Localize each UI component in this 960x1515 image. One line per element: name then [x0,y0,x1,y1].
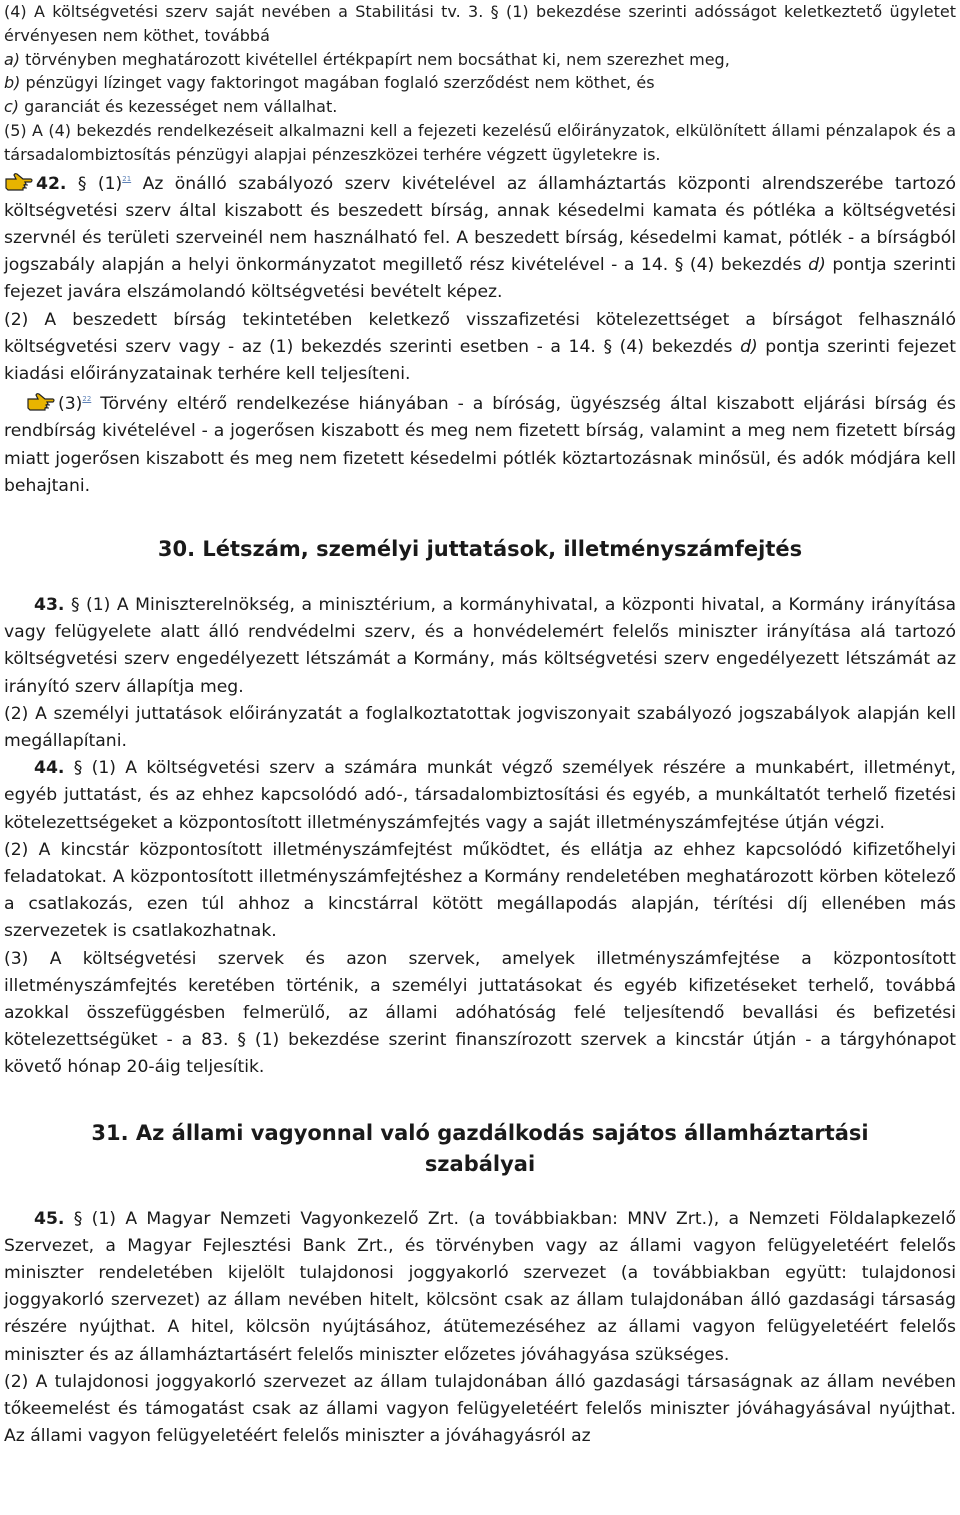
item-b-mark: b) [4,73,21,93]
para-text-tail: pontja szerinti fejezet kiadási előirányzatainak terhére kell teljesíteni. [4,336,956,384]
paragraph-4 [4,0,956,119]
para-text: (2) A beszedett bírság tekintetében keletkező visszafizetési kötelezettséget a bírságot felhasználó költségvetési szerv vagy - az (1) bekezdés szerinti esetben - a 14. § (4) bekezdés [4,309,956,357]
chapter-heading-30: 30. Létszám, személyi juttatások, illetményszámfejtés [157,537,803,562]
section-44-para-3: (3) A költségvetési szervek és azon szervek, amelyek illetményszámfejtése a központosított illetményszámfejtés keretében történik, a személyi juttatásokat és egyéb kifizetéseket terhelő, továbbá azokkal összefüggésben felmerülő, az állami adóhatóság felé teljesítendő bevallási és befizetési kötelezettségüket - a 83. § (1) bekezdése szerint finanszírozott szervek a kincstár útján - a tárgyhónapot követő hónap 20-áig teljesítik. [4,948,956,1078]
para-text: Az önálló szabályozó szerv kivételével az államháztartás központi alrendszerébe tartozó költségvetési szerv által kiszabott és beszedett bírság, annak késedelmi kamata és pótléka a költségvetési szervnél és területi szerveinél nem használható fel. A beszedett bírság, késedelmi kamat, pótlék - a bírságból jogszabály alapján a helyi önkormányzatot megillető rész kivételével - a 14. § (4) bekezdés [4,173,956,276]
section-43-para-1 [4,592,956,701]
item-c-mark: c) [4,97,20,117]
footnote-link[interactable]: 21 [122,174,132,183]
section-45-para-1 [4,1206,956,1369]
pointing-hand-icon[interactable] [26,393,56,411]
section-44-para-1 [4,755,956,837]
para-text: Törvény eltérő rendelkezése hiányában - a bíróság, ügyészség által kiszabott eljárási bírság és rendbírság kivételével - a jogerősen kiszabott és meg nem fizetett bírság, valamint a meg nem fizetett bírság miatt jogerősen kiszabott és meg nem fizetett késedelmi pótlék köztartozásnak minősül, és adók módjára kell behajtani. [4,394,956,496]
section-number: 45. [34,1208,65,1229]
point-d-mark: d) [808,255,826,276]
section-42-para-3 [4,391,956,500]
item-b-text: pénzügyi lízinget vagy faktoringot magában foglaló szerződést nem köthet, és [20,73,655,93]
para-lead: (3) [58,394,83,415]
para-text: § (1) A Miniszterelnökség, a minisztérium, a kormányhivatal, a központi hivatal, a Kormány irányítása vagy felügyelete alatt álló rendvédelmi szerv, és a honvédelemért felelős miniszter irányítása alá tartozó költségvetési szerv engedélyezett létszámát a Kormány, más költségvetési szerv engedélyezett létszámát az irányító szerv állapítja meg. [4,595,956,697]
para-text-tail: pontja szerinti fejezet javára elszámolandó költségvetési bevételt képez. [4,255,957,303]
section-number: 43. [34,595,65,616]
section-43-para-2: (2) A személyi juttatások előirányzatát a foglalkoztatottak jogviszonyait szabályozó jogszabályok alapján kell megállapítani. [4,703,956,752]
section-42-para-2 [4,307,956,389]
para-lead: § (1) [66,173,123,194]
section-number: 44. [34,758,65,779]
point-d-mark: d) [740,336,758,357]
chapter-heading-31: 31. Az állami vagyonnal való gazdálkodás sajátos államháztartási szabályai [91,1120,869,1176]
item-a-mark: a) [4,49,21,69]
para-text: § (1) A Magyar Nemzeti Vagyonkezelő Zrt. (a továbbiakban: MNV Zrt.), a Nemzeti Földalapkezelő Szervezet, a Magyar Fejlesztési Bank Zrt., és törvényben vagy az állami vagyon felügyeletéért felelős miniszter rendeletében kijelölt tulajdonosi joggyakorló szervezet (a továbbiakban együtt: tulajdonosi joggyakorló szervezet) az állam nevében hitelt, kölcsönt csak az állam tulajdonában álló gazdasági társaság részére nyújthat. A hitel, kölcsön nyújtásához, átütemezéséhez az állami vagyon felügyeletéért felelős miniszter és az államháztartásért felelős miniszter előzetes jóváhagyása szükséges. [4,1208,956,1365]
item-a-text: törvényben meghatározott kivétellel értékpapírt nem bocsáthat ki, nem szerezhet meg, [20,49,730,69]
section-45-para-2: (2) A tulajdonosi joggyakorló szervezet az állam tulajdonában álló gazdasági társaságnak az állam nevében tőkeemelést és támogatást csak az állami vagyon felügyeletéért felelős miniszter jóváhagyásával nyújthat. Az állami vagyon felügyeletéért felelős miniszter a jóváhagyásról az [4,1371,956,1447]
section-number: 42. [36,173,67,194]
section-42-para-1 [4,171,956,307]
footnote-link[interactable]: 22 [82,395,92,404]
pointing-hand-icon[interactable] [4,173,34,191]
para-text: § (1) A költségvetési szerv a számára munkát végző személyek részére a munkabért, illetményt, egyéb juttatást, és az ehhez kapcsolódó adó-, társadalombiztosítási és egyéb, a munkáltatót terhelő fizetési kötelezettségeket a központosított illetményszámfejtés vagy a saját illetményszámfejtése útján végzi. [4,758,956,833]
paragraph-5: (5) A (4) bekezdés rendelkezéseit alkalmazni kell a fejezeti kezelésű előirányzatok, elkülönített állami pénzalapok és a társadalombiztosítás pénzügyi alapjai pénzeszközei terhére végzett ügyletekre is. [4,120,956,164]
para-text: (4) A költségvetési szerv saját nevében a Stabilitási tv. 3. § (1) bekezdése szerinti adósságot keletkeztető ügyletet érvényesen nem köthet, továbbá [4,2,956,45]
section-44-para-2: (2) A kincstár központosított illetményszámfejtést működtet, és ellátja az ehhez kapcsolódó kifizetőhelyi feladatokat. A központosított illetményszámfejtéshez a Kormány rendeletében meghatározott körben kötelező a csatlakozás, ezen túl ahhoz a kincstárral kötött megállapodás alapján, térítési díj ellenében más szervezetek is csatlakozhatnak. [4,839,956,942]
item-c-text: garanciát és kezességet nem vállalhat. [19,97,338,117]
